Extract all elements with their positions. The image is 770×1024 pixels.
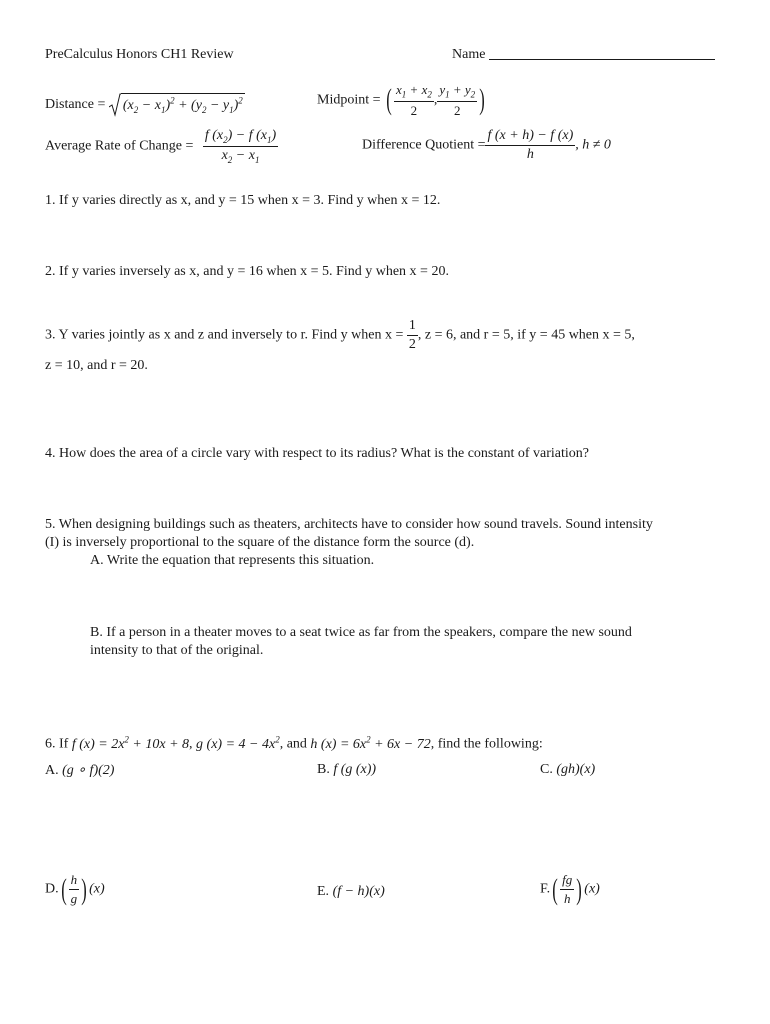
question-1: 1. If y varies directly as x, and y = 15 when x = 3. Find y when x = 12. [45,193,441,208]
question-3-text-a: 3. Y varies jointly as x and z and inversely to r. Find y when x = [45,327,404,343]
question-6-part-b: B. f (g (x)) [317,762,377,777]
question-5-line-1: 5. When designing buildings such as theaters, architects have to consider how sound travels. Sound intensity [45,517,653,532]
question-5-part-b-line-2: intensity to that of the original. [90,643,264,658]
question-3-text-b: , z = 6, and r = 5, if y = 45 when x = 5, [417,327,635,343]
avg-rate-label: Average Rate of Change = [45,138,194,154]
midpoint-label: Midpoint = [317,92,381,108]
part-c-label: C. [540,762,553,777]
part-b-label: B. [317,762,330,777]
question-6-part-d: D.( $\frac{h}{g}$ ) (x) [45,872,105,906]
name-field[interactable] [452,47,715,63]
distance-formula [45,93,245,117]
question-6-part-a: A. (g ∘ f)(2) [45,763,115,778]
distance-expression: $(x_2 - x_1)^2 + (y_2 - y_1)^2$ [109,93,245,117]
worksheet-title: PreCalculus Honors CH1 Review [45,47,234,62]
part-d-label: D. [45,881,59,897]
question-5-part-a: A. Write the equation that represents this situation. [90,553,375,568]
question-6-part-f: F.( $\frac{fg}{h}$ ) (x) [540,872,600,906]
part-a-label: A. [45,763,59,778]
question-4: 4. How does the area of a circle vary with respect to its radius? What is the constant of variation? [45,446,589,461]
name-label: Name [452,47,486,62]
avg-rate-formula: Average Rate of Change = $\frac{f (x_2) - f (x_1)}{x_2 - x_1}$ [45,128,277,165]
question-2: 2. If y varies inversely as x, and y = 16 when x = 5. Find y when x = 20. [45,264,449,279]
part-f-label: F. [540,881,551,897]
question-6: 6. If f $(x) = 2x^2 + 10x + 8$, g $(x) = 4 - 4x^2$, and h $(x) = 6x^2 + 6x - 72$, find the following: [45,734,543,752]
question-3: 3. Y varies jointly as x and z and inversely to r. Find y when x = $\frac{1}{2}$ , z = 6, and r = 5, if y = 45 when x = 5, [45,318,635,352]
diff-quotient-condition: , h ≠ 0 [575,137,611,153]
distance-label: Distance = [45,97,106,113]
midpoint-formula: Midpoint = ( $\frac{x_1 + x_2}{2}$ , $\frac{y_1 + y_2}{2}$ ) [317,82,485,118]
question-5-line-2: (I) is inversely proportional to the square of the distance form the source (d). [45,535,475,550]
question-6-and: , and [279,736,307,752]
question-5-part-b-line-1: B. If a person in a theater moves to a seat twice as far from the speakers, compare the new sound [90,625,632,640]
question-3-line-2: z = 10, and r = 20. [45,358,148,373]
name-blank-line[interactable] [489,59,715,60]
question-6-part-e: E. (f − h)(x) [317,884,385,899]
radical-sign-icon [109,93,121,117]
difference-quotient-formula: Difference Quotient = $\frac{f (x + h) - f (x)}{h}$ , h ≠ 0 [362,128,611,162]
question-6-suffix: , find the following: [430,736,543,752]
question-6-part-c: C. (gh)(x) [540,762,596,777]
question-6-prefix: 6. If [45,736,69,752]
diff-quotient-label: Difference Quotient = [362,137,486,153]
part-e-label: E. [317,884,330,899]
